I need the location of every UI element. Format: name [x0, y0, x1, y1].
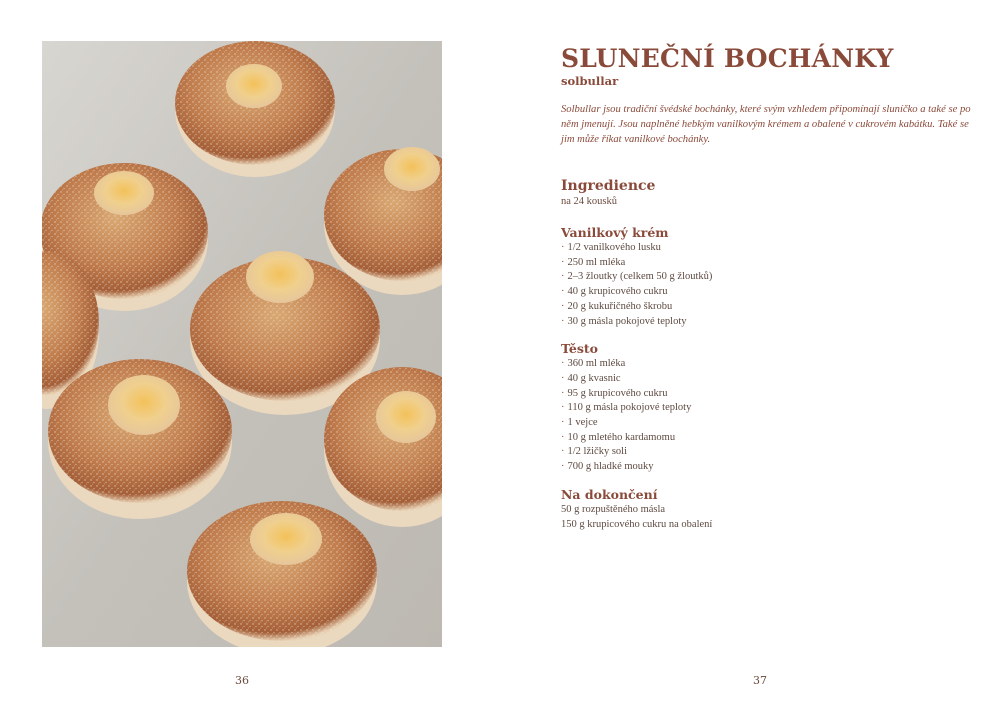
recipe-intro: Solbullar jsou tradiční švédské bochánky, které svým vzhledem připomínají sluníčko a také se po něm jmenují. Jsou naplněné hebkým vanilkovým krémem a obalené v cukrovém kabátku. Také se jim může říkat vanilkové bochánky. — [561, 104, 971, 145]
ingredient-text: 150 g krupicového cukru na obalení — [561, 518, 713, 530]
ingredient-group-title: Vanilkový krém — [561, 225, 669, 240]
ingredient-text: 110 g másla pokojové teploty — [567, 402, 692, 414]
ingredient-item — [561, 300, 973, 315]
ingredient-item — [561, 416, 973, 431]
bun-6 — [48, 359, 232, 519]
ingredient-item — [561, 401, 973, 416]
ingredient-text: 10 g mletého kardamomu — [567, 431, 676, 443]
ingredient-text: 95 g krupicového cukru — [567, 387, 668, 399]
buns-illustration — [42, 41, 442, 647]
ingredient-group-title: Těsto — [561, 341, 598, 357]
bullet-icon: · — [561, 271, 565, 283]
ingredient-item — [561, 503, 973, 518]
bullet-icon: · — [561, 461, 565, 473]
ingredient-list — [561, 357, 973, 475]
ingredient-text: 1/2 vanilkového lusku — [567, 242, 661, 253]
ingredient-item — [561, 518, 973, 533]
recipe-subtitle: solbullar — [561, 74, 619, 88]
bullet-icon: · — [561, 242, 565, 253]
ingredient-text: 40 g kvasnic — [567, 372, 621, 384]
bullet-icon: · — [561, 431, 565, 443]
ingredient-item — [561, 270, 973, 285]
bullet-icon: · — [561, 387, 565, 399]
ingredient-groups — [561, 225, 973, 532]
bullet-icon: · — [561, 358, 565, 370]
ingredient-item — [561, 445, 973, 460]
ingredient-item — [561, 241, 973, 256]
ingredient-item — [561, 431, 973, 446]
bullet-icon: · — [561, 300, 565, 312]
bullet-icon: · — [561, 372, 565, 384]
ingredient-item — [561, 372, 973, 387]
ingredient-text: 2–3 žloutky (celkem 50 g žloutků) — [567, 271, 713, 283]
bun-1 — [175, 41, 335, 177]
ingredient-text: 250 ml mléka — [567, 256, 626, 268]
bullet-icon: · — [561, 286, 565, 298]
recipe-column — [561, 44, 973, 544]
ingredient-text: 30 g másla pokojové teploty — [567, 315, 687, 327]
ingredient-item — [561, 285, 973, 300]
bullet-icon: · — [561, 417, 565, 429]
bullet-icon: · — [561, 315, 565, 327]
bullet-icon: · — [561, 446, 565, 458]
ingredient-text: 1 vejce — [567, 417, 598, 429]
bullet-icon: · — [561, 402, 565, 414]
ingredient-list — [561, 241, 973, 329]
ingredient-text: 1/2 lžičky soli — [567, 446, 627, 458]
ingredient-item — [561, 387, 973, 402]
ingredient-item — [561, 357, 973, 372]
ingredient-text: 700 g hladké mouky — [567, 461, 654, 473]
ingredient-item — [561, 256, 973, 271]
recipe-title: SLUNEČNÍ BOCHÁNKY — [561, 44, 894, 73]
ingredient-item — [561, 460, 973, 475]
ingredients-heading: Ingredience — [561, 178, 656, 194]
bullet-icon: · — [561, 256, 565, 268]
page-number-left: 36 — [235, 674, 249, 687]
ingredient-text: 50 g rozpuštěného másla — [561, 503, 666, 515]
ingredient-group-title: Na dokončení — [561, 486, 658, 502]
ingredient-text: 20 g kukuřičného škrobu — [567, 300, 673, 312]
ingredients-yield: na 24 kousků — [561, 196, 617, 207]
ingredient-text: 360 ml mléka — [567, 358, 626, 370]
bun-8 — [187, 501, 377, 647]
buns-photo — [42, 41, 442, 647]
ingredient-text: 40 g krupicového cukru — [567, 286, 668, 298]
ingredient-item — [561, 315, 973, 330]
ingredient-list — [561, 503, 973, 532]
page-number-right: 37 — [753, 674, 767, 687]
